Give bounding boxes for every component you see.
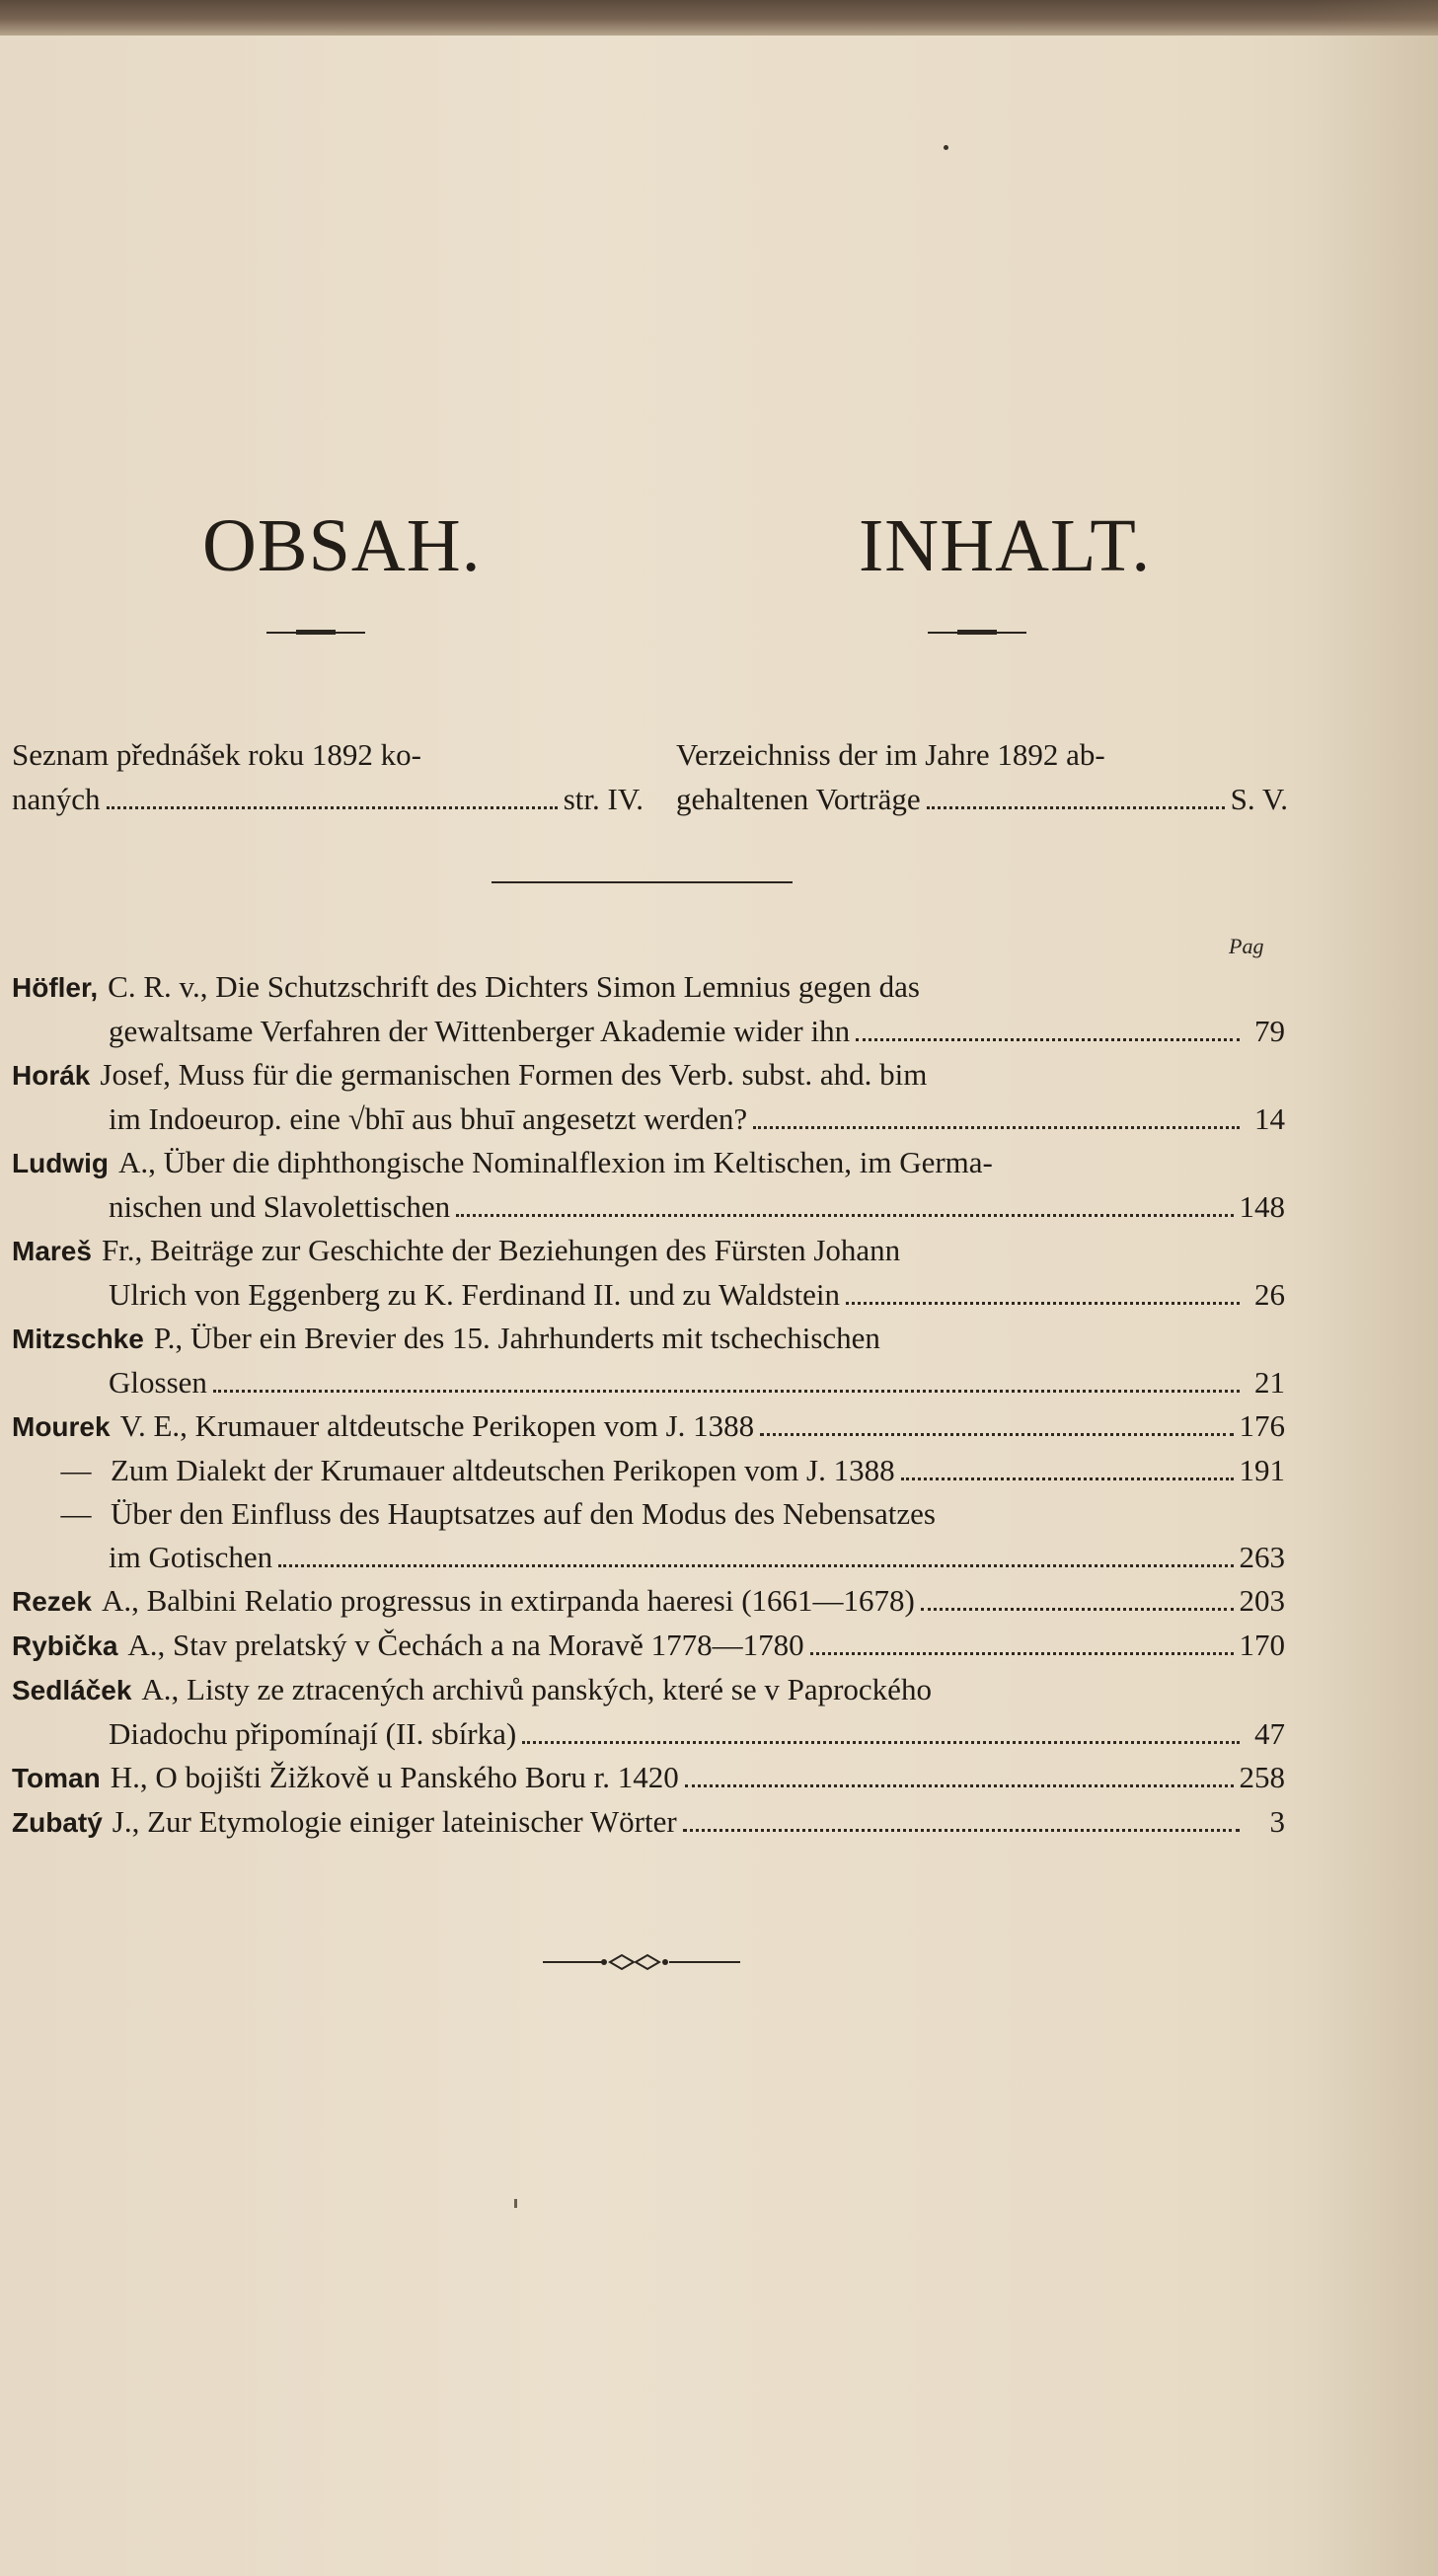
- toc-page-number: 14: [1254, 1101, 1285, 1136]
- toc-entry-line: [12, 1756, 1285, 1800]
- lectures-german-ref: S. V.: [1230, 782, 1288, 816]
- toc-entry-line: [12, 1668, 1285, 1712]
- leader-dots: [927, 806, 1225, 809]
- table-of-contents: [12, 965, 1285, 1845]
- ornament-icon: [543, 1950, 740, 1974]
- toc-entry: [12, 1756, 1285, 1800]
- page-right-shadow: [1310, 0, 1438, 2576]
- toc-entry: [12, 1141, 1285, 1229]
- toc-page-number: 258: [1239, 1760, 1285, 1794]
- toc-author: Mareš: [12, 1236, 92, 1266]
- toc-entry: [12, 1053, 1285, 1141]
- lectures-german: [676, 732, 1288, 821]
- toc-entry: [12, 1492, 1285, 1579]
- ink-spot: [514, 2199, 517, 2208]
- toc-author: Höfler,: [12, 972, 99, 1003]
- toc-page-number: 203: [1239, 1583, 1285, 1618]
- leader-dots: [683, 1829, 1240, 1832]
- toc-title-text: Über den Einfluss des Hauptsatzes auf den Modus des Nebensatzes: [111, 1496, 936, 1531]
- leader-dots: [278, 1564, 1233, 1567]
- toc-entry: [12, 1579, 1285, 1624]
- title-german: INHALT.: [859, 504, 1152, 587]
- toc-entry-line: [12, 1229, 1285, 1273]
- toc-entry-line: [12, 1361, 1285, 1404]
- toc-title-text: A., Stav prelatský v Čechách a na Moravě 1778—1780: [127, 1628, 804, 1662]
- toc-entry: [12, 1449, 1285, 1492]
- toc-entry-line: [12, 1712, 1285, 1756]
- toc-author: Zubatý: [12, 1807, 103, 1838]
- leader-dots: [921, 1608, 1234, 1611]
- toc-entry-line: [12, 1053, 1285, 1098]
- title-rule-czech: [266, 632, 365, 634]
- toc-entry-line: [12, 1404, 1285, 1449]
- toc-title-text: P., Über ein Brevier des 15. Jahrhunderts mit tschechischen: [153, 1321, 880, 1355]
- leader-dots: [856, 1038, 1240, 1041]
- toc-entry-line: [12, 1098, 1285, 1141]
- toc-title-text: J., Zur Etymologie einiger lateinischer Wörter: [112, 1804, 677, 1839]
- toc-entry-line: [12, 1185, 1285, 1229]
- leader-dots: [810, 1652, 1234, 1655]
- toc-entry-line: [12, 1317, 1285, 1361]
- toc-title-text: Glossen: [109, 1365, 207, 1400]
- toc-title-text: A., Listy ze ztracených archivů panských, které se v Paprockého: [141, 1672, 932, 1706]
- toc-entry: [12, 965, 1285, 1053]
- toc-title-text: nischen und Slavolettischen: [109, 1189, 451, 1224]
- ornament-divider: [543, 1950, 740, 1974]
- toc-entry-line: [12, 1492, 1285, 1536]
- toc-title-text: A., Balbini Relatio progressus in extirpanda haeresi (1661—1678): [101, 1583, 915, 1618]
- toc-author: Mourek: [12, 1411, 111, 1442]
- leader-dots: [107, 806, 558, 809]
- title-czech: OBSAH.: [202, 504, 482, 587]
- lectures-czech-line2: naných str. IV.: [12, 777, 643, 821]
- toc-entry-line: [12, 1624, 1285, 1668]
- toc-page-number: 176: [1239, 1408, 1285, 1443]
- toc-page-number: 47: [1254, 1716, 1285, 1751]
- toc-page-number: 79: [1254, 1014, 1285, 1048]
- toc-page-number: 26: [1254, 1277, 1285, 1312]
- lectures-czech: [12, 732, 643, 821]
- leader-dots: [522, 1741, 1240, 1744]
- toc-entry-line: [12, 1010, 1285, 1053]
- ink-spot: [944, 145, 948, 150]
- toc-title-text: Fr., Beiträge zur Geschichte der Beziehungen des Fürsten Johann: [101, 1233, 901, 1267]
- toc-entry-line: [12, 1449, 1285, 1492]
- leader-dots: [760, 1433, 1233, 1436]
- ditto-dash: —: [60, 1453, 92, 1487]
- toc-entry: [12, 1668, 1285, 1756]
- lectures-german-line2: gehaltenen Vorträge S. V.: [676, 777, 1288, 821]
- toc-page-number: 21: [1254, 1365, 1285, 1400]
- toc-page-number: 148: [1239, 1189, 1285, 1224]
- toc-entry: [12, 1800, 1285, 1845]
- page-top-edge: [0, 0, 1438, 36]
- toc-title-text: Ulrich von Eggenberg zu K. Ferdinand II. und zu Waldstein: [109, 1277, 841, 1312]
- toc-entry: [12, 1404, 1285, 1449]
- leader-dots: [846, 1302, 1240, 1305]
- toc-title-text: gewaltsame Verfahren der Wittenberger Akademie wider ihn: [109, 1014, 851, 1048]
- toc-entry-line: [12, 1579, 1285, 1624]
- toc-title-text: H., O bojišti Žižkově u Panského Boru r. 1420: [110, 1760, 679, 1794]
- toc-entry-line: [12, 1800, 1285, 1845]
- toc-entry: [12, 1229, 1285, 1317]
- lectures-czech-line1: Seznam přednášek roku 1892 ko-: [12, 737, 421, 772]
- toc-title-text: C. R. v., Die Schutzschrift des Dichters Simon Lemnius gegen das: [108, 969, 920, 1004]
- toc-author: Toman: [12, 1763, 101, 1793]
- toc-title-text: Josef, Muss für die germanischen Formen des Verb. subst. ahd. bim: [100, 1057, 928, 1092]
- toc-author: Horák: [12, 1060, 91, 1091]
- toc-title-text: Zum Dialekt der Krumauer altdeutschen Perikopen vom J. 1388: [111, 1453, 895, 1487]
- toc-author: Ludwig: [12, 1148, 109, 1178]
- toc-title-text: im Indoeurop. eine √bhī aus bhuī angesetzt werden?: [109, 1101, 748, 1136]
- toc-author: Rezek: [12, 1586, 92, 1617]
- title-rule-german: [928, 632, 1026, 634]
- toc-title-text: A., Über die diphthongische Nominalflexion im Keltischen, im Germa-: [117, 1145, 993, 1179]
- toc-author: Mitzschke: [12, 1324, 144, 1354]
- toc-entry-line: [12, 1273, 1285, 1317]
- toc-entry: [12, 1317, 1285, 1404]
- leader-dots: [685, 1784, 1234, 1787]
- ditto-dash: —: [60, 1496, 92, 1531]
- lectures-czech-ref: str. IV.: [563, 782, 643, 816]
- toc-author: Rybička: [12, 1630, 118, 1661]
- leader-dots: [753, 1126, 1240, 1129]
- toc-title-text: im Gotischen: [109, 1540, 273, 1574]
- section-separator: [492, 881, 793, 883]
- page-column-label: Pag: [1229, 934, 1264, 958]
- toc-entry-line: [12, 1141, 1285, 1185]
- leader-dots: [901, 1477, 1234, 1480]
- toc-page-number: 191: [1239, 1453, 1285, 1487]
- leader-dots: [456, 1214, 1233, 1217]
- toc-title-text: Diadochu připomínají (II. sbírka): [109, 1716, 517, 1751]
- toc-entry-line: [12, 965, 1285, 1010]
- toc-page-number: 263: [1239, 1540, 1285, 1574]
- toc-entry-line: [12, 1536, 1285, 1579]
- toc-title-text: V. E., Krumauer altdeutsche Perikopen vom J. 1388: [119, 1408, 755, 1443]
- toc-page-number: 3: [1269, 1804, 1285, 1839]
- toc-page-number: 170: [1239, 1628, 1285, 1662]
- leader-dots: [213, 1390, 1240, 1393]
- toc-author: Sedláček: [12, 1675, 132, 1705]
- lectures-german-line1: Verzeichniss der im Jahre 1892 ab-: [676, 737, 1105, 772]
- toc-entry: [12, 1624, 1285, 1668]
